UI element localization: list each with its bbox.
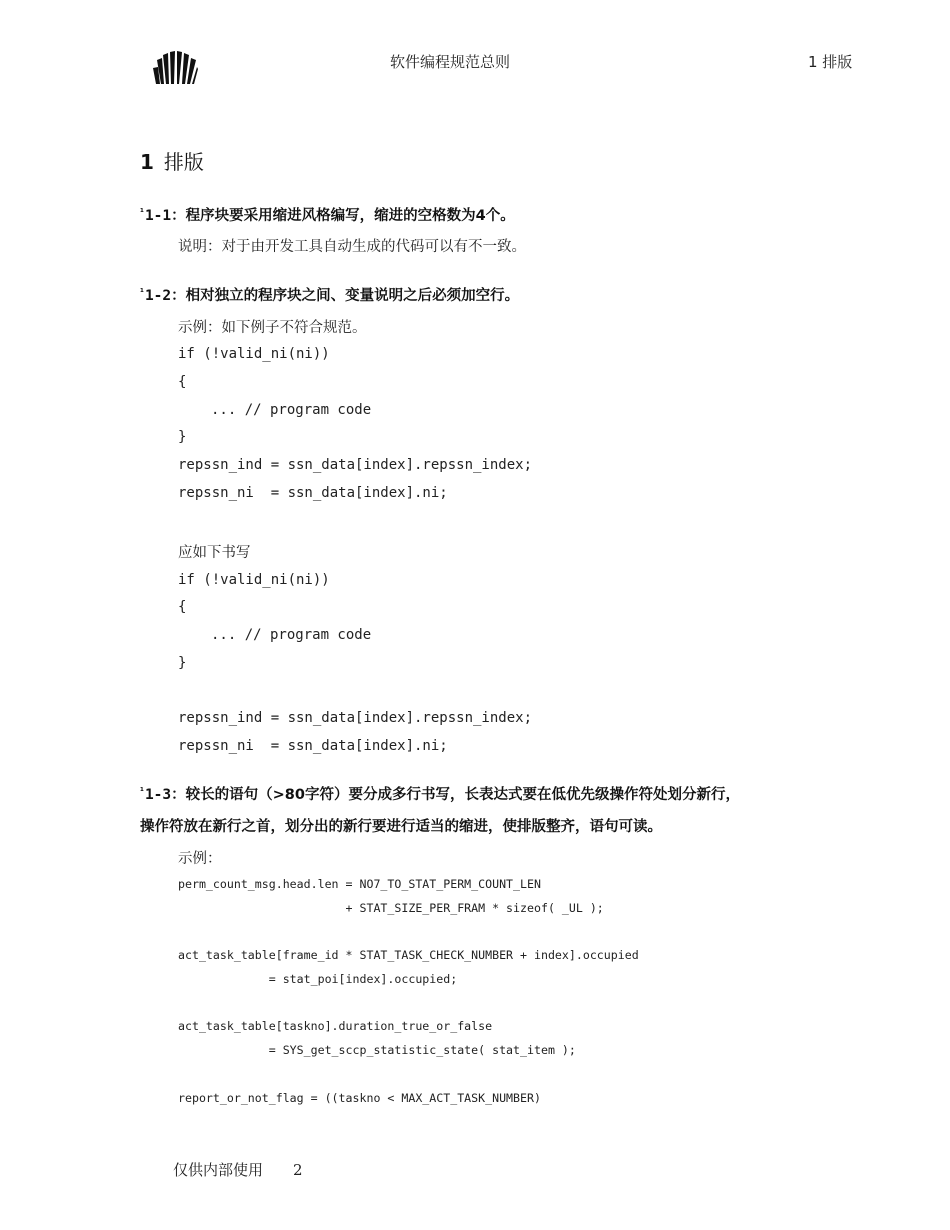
code-line: repssn_ind = ssn_data[index].repssn_index; [178, 457, 533, 473]
code-line: if (!valid_ni(ni)) [178, 572, 330, 588]
chapter-heading [140, 146, 204, 175]
code-line: } [178, 655, 187, 671]
rule-mark: ¹ [140, 787, 144, 797]
company-logo-icon [152, 50, 198, 86]
code-line: { [178, 599, 187, 615]
code-line: + STAT_SIZE_PER_FRAM * sizeof( _UL ); [178, 901, 604, 915]
rule-1-3 [140, 783, 740, 804]
code-line: = stat_poi[index].occupied; [178, 972, 458, 986]
header-section: 1 排版 [808, 53, 853, 71]
rule-1-3-continued: 操作符放在新行之首，划分出的新行要进行适当的缩进，使排版整齐，语句可读。 [140, 819, 662, 835]
code-line: = SYS_get_sccp_statistic_state( stat_item ); [178, 1043, 576, 1057]
code-line: } [178, 429, 187, 445]
rule-id: 1-3 [144, 787, 172, 803]
rule-text: ：较长的语句（>80字符）要分成多行书写，长表达式要在低优先级操作符处划分新行， [171, 787, 740, 803]
code-line: repssn_ni = ssn_data[index].ni; [178, 738, 448, 754]
code-line: repssn_ni = ssn_data[index].ni; [178, 485, 448, 501]
rule-1-1 [140, 204, 515, 225]
code-line: act_task_table[taskno].duration_true_or_false [178, 1019, 493, 1033]
code-line: { [178, 374, 187, 390]
page-footer [173, 1159, 303, 1180]
rule-id: 1-2 [144, 288, 172, 304]
code-line: act_task_table[frame_id * STAT_TASK_CHECK_NUMBER + index].occupied [178, 948, 639, 962]
rule-id: 1-1 [144, 208, 172, 224]
rule-mark: ¹ [140, 208, 144, 218]
rule-text: ：相对独立的程序块之间、变量说明之后必须加空行。 [171, 288, 520, 304]
rule-1-2-good-label: 应如下书写 [178, 545, 251, 561]
header-doc-title: 软件编程规范总则 [390, 53, 511, 71]
rule-1-3-example-label: 示例： [178, 851, 222, 867]
rule-mark: ¹ [140, 288, 144, 298]
code-line: report_or_not_flag = ((taskno < MAX_ACT_TASK_NUMBER) [178, 1091, 541, 1105]
footer-label: 仅供内部使用 [173, 1161, 264, 1179]
code-line: if (!valid_ni(ni)) [178, 346, 330, 362]
rule-1-2 [140, 284, 519, 305]
code-line: ... // program code [211, 627, 372, 643]
code-line: ... // program code [211, 402, 372, 418]
rule-1-1-note: 说明：对于由开发工具自动生成的代码可以有不一致。 [178, 239, 526, 255]
chapter-title: 排版 [163, 150, 204, 174]
chapter-number: 1 [140, 150, 154, 174]
rule-1-2-bad-label: 示例：如下例子不符合规范。 [178, 320, 367, 336]
page-number: 2 [293, 1161, 303, 1179]
code-line: perm_count_msg.head.len = NO7_TO_STAT_PERM_COUNT_LEN [178, 877, 541, 891]
rule-text: ：程序块要采用缩进风格编写，缩进的空格数为4个。 [171, 208, 515, 224]
code-line: repssn_ind = ssn_data[index].repssn_index; [178, 710, 533, 726]
